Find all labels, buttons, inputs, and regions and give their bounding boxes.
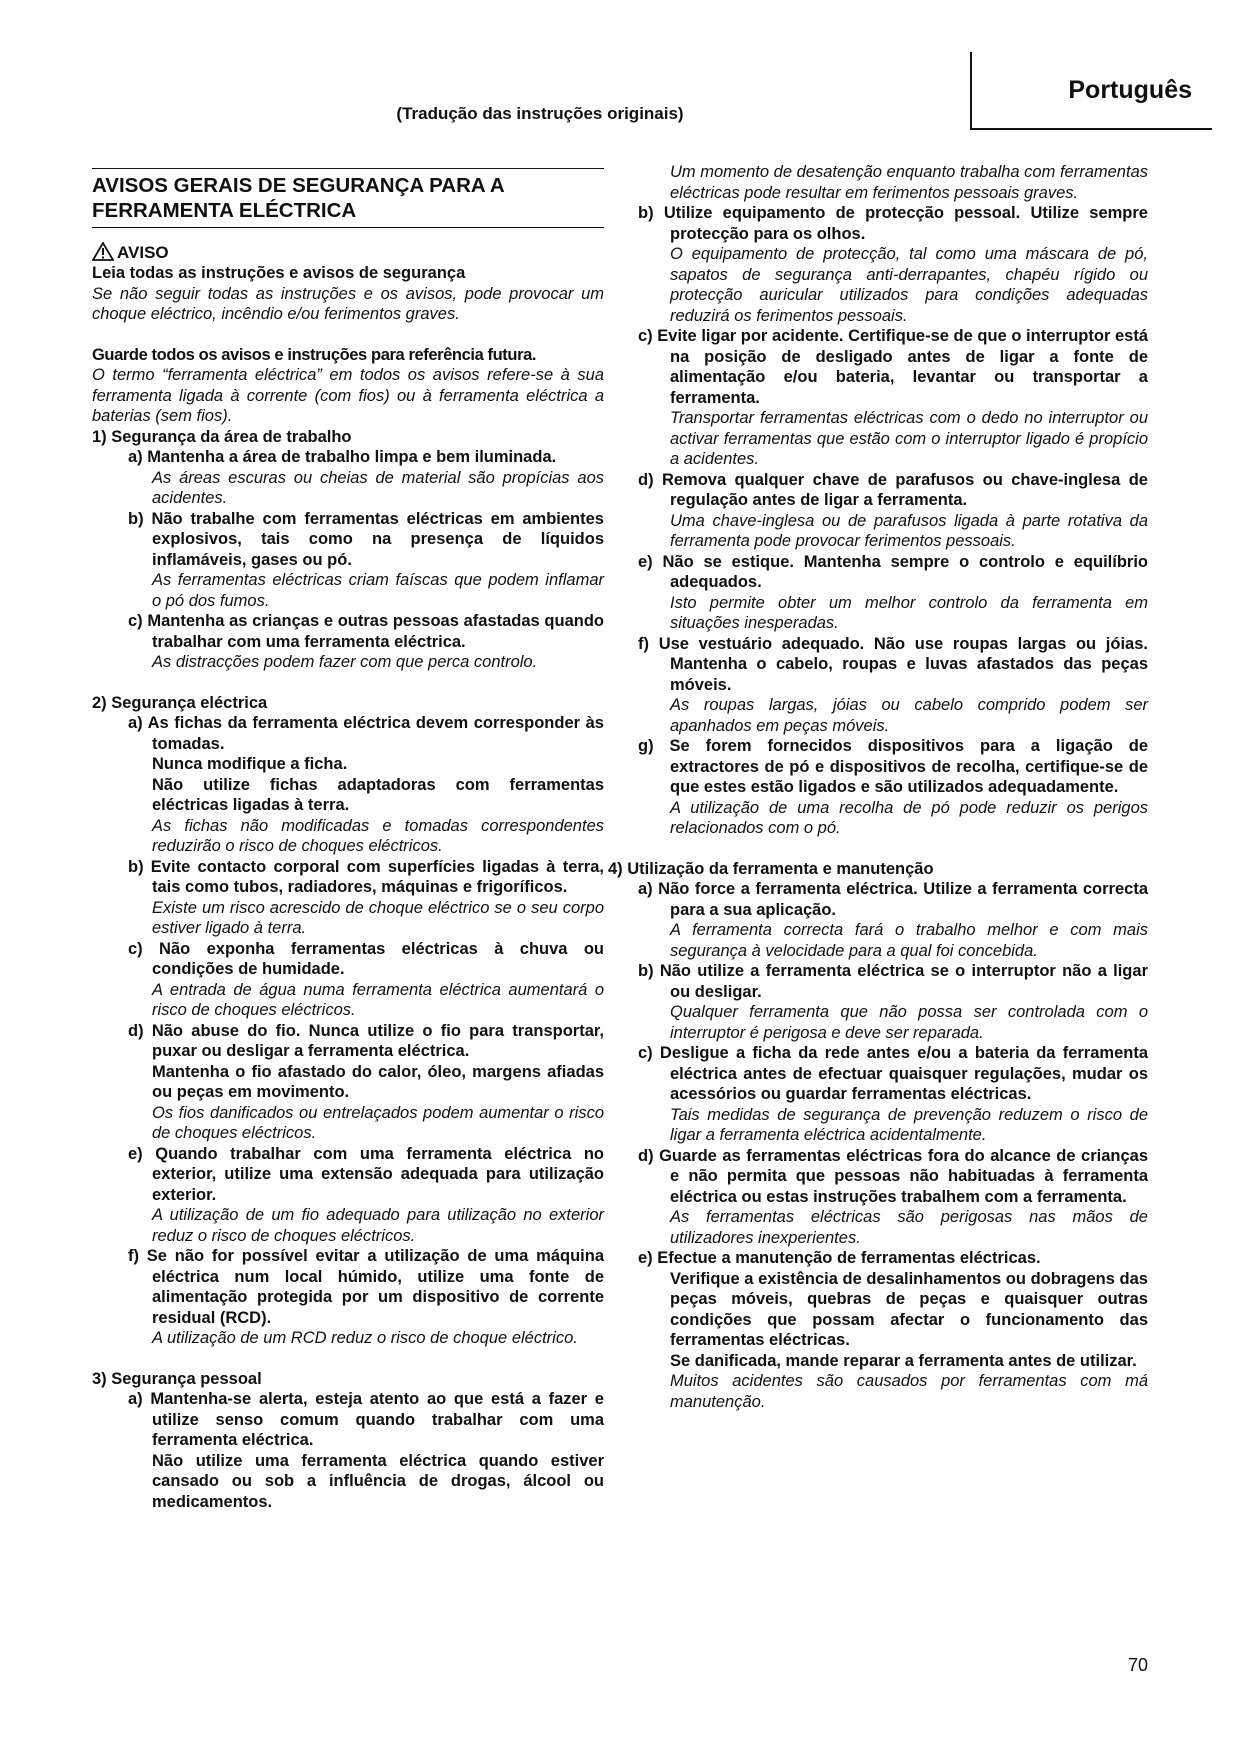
item-2a-description: As fichas não modificadas e tomadas correspondentes reduzirão o risco de choques eléctricos. xyxy=(152,816,604,855)
item-3e: e) Não se estique. Mantenha sempre o controlo e equilíbrio adequados. xyxy=(638,552,1148,591)
item-2b: b) Evite contacto corporal com superfícies ligadas à terra, tais como tubos, radiadores, máquinas e frigoríficos. xyxy=(128,857,604,896)
item-3a: a) Mantenha-se alerta, esteja atento ao que está a fazer e utilize senso comum quando trabalhar com uma ferramenta eléctrica. xyxy=(128,1390,604,1449)
item-2c-description: A entrada de água numa ferramenta eléctrica aumentará o risco de choques eléctricos. xyxy=(152,980,604,1019)
item-1b: b) Não trabalhe com ferramentas eléctricas em ambientes explosivos, tais como na presença de líquidos inflamáveis, gases ou pó. xyxy=(128,509,604,569)
left-column xyxy=(92,168,604,1512)
item-4e: e) Efectue a manutenção de ferramentas eléctricas. xyxy=(638,1249,1041,1267)
item-2a-line-2: Nunca modifique a ficha. xyxy=(152,755,348,773)
item-2a-line-3: Não utilize fichas adaptadoras com ferramentas eléctricas ligadas à terra. xyxy=(152,775,604,814)
item-3c-description: Transportar ferramentas eléctricas com o dedo no interruptor ou activar ferramentas que estão com o interruptor ligado é propício a acidentes. xyxy=(670,409,1148,468)
item-2d-description: Os fios danificados ou entrelaçados podem aumentar o risco de choques eléctricos. xyxy=(152,1103,604,1142)
item-2a: a) As fichas da ferramenta eléctrica devem corresponder às tomadas. xyxy=(128,714,604,753)
item-2e-description: A utilização de um fio adequado para utilização no exterior reduz o risco de choques eléctricos. xyxy=(152,1206,604,1245)
warning-heading xyxy=(92,242,604,263)
document-subtitle: (Tradução das instruções originais) xyxy=(396,104,684,123)
item-3b-description: O equipamento de protecção, tal como uma máscara de pó, sapatos de segurança anti-derrapantes, chapéu rígido ou protecção auricular utilizados para condições adequadas reduzirá os ferimentos pessoais. xyxy=(670,245,1148,325)
title-line-2: FERRAMENTA ELÉCTRICA xyxy=(92,199,357,222)
item-2e: e) Quando trabalhar com uma ferramenta eléctrica no exterior, utilize uma extensão adequada para utilização exterior. xyxy=(128,1144,604,1204)
keep-instructions-description: O termo “ferramenta eléctrica” em todos os avisos refere-se à sua ferramenta ligada à corrente (com fios) ou à ferramenta eléctrica a baterias (sem fios). xyxy=(92,366,604,425)
item-3a-line-2: Não utilize uma ferramenta eléctrica quando estiver cansado ou sob a influência de drogas, álcool ou medicamentos. xyxy=(152,1451,604,1511)
section-2-heading: 2) Segurança eléctrica xyxy=(92,693,268,712)
item-3c: c) Evite ligar por acidente. Certifique-se de que o interruptor está na posição de desligado antes de ligar a fonte de alimentação e/ou bateria, levantar ou transportar a ferramenta. xyxy=(638,327,1148,407)
item-2d: d) Não abuse do fio. Nunca utilize o fio para transportar, puxar ou desligar a ferramenta eléctrica. xyxy=(128,1021,604,1060)
item-4a-description: A ferramenta correcta fará o trabalho melhor e com mais segurança à velocidade para a qual foi concebida. xyxy=(670,921,1148,960)
item-4b-description: Qualquer ferramenta que não possa ser controlada com o interruptor é perigosa e deve ser reparada. xyxy=(670,1003,1148,1042)
language-label: Português xyxy=(1068,76,1192,104)
read-all-heading: Leia todas as instruções e avisos de segurança xyxy=(92,264,466,282)
item-3e-description: Isto permite obter um melhor controlo da ferramenta em situações inesperadas. xyxy=(670,593,1148,632)
item-3d-description: Uma chave-inglesa ou de parafusos ligada à parte rotativa da ferramenta pode provocar ferimentos pessoais. xyxy=(670,511,1148,550)
title-line-1: AVISOS GERAIS DE SEGURANÇA PARA A xyxy=(92,174,505,197)
item-1c-description: As distracções podem fazer com que perca controlo. xyxy=(152,653,538,671)
warning-label: AVISO xyxy=(117,243,169,262)
item-3f-description: As roupas largas, jóias ou cabelo comprido podem ser apanhados em peças móveis. xyxy=(670,696,1148,735)
item-4e-line-2: Verifique a existência de desalinhamentos ou dobragens das peças móveis, quebras de peças e quaisquer outras condições que possam afectar o funcionamento das ferramentas eléctricas. xyxy=(670,1269,1148,1349)
item-2b-description: Existe um risco acrescido de choque eléctrico se o seu corpo estiver ligado à terra. xyxy=(152,898,604,937)
item-3a-description: Um momento de desatenção enquanto trabalha com ferramentas eléctricas pode resultar em ferimentos pessoais graves. xyxy=(670,163,1148,202)
item-3d: d) Remova qualquer chave de parafusos ou chave-inglesa de regulação antes de ligar a ferramenta. xyxy=(638,470,1148,509)
item-4d-description: As ferramentas eléctricas são perigosas nas mãos de utilizadores inexperientes. xyxy=(670,1208,1148,1247)
item-4c-description: Tais medidas de segurança de prevenção reduzem o risco de ligar a ferramenta eléctrica acidentalmente. xyxy=(670,1105,1148,1144)
item-3b: b) Utilize equipamento de protecção pessoal. Utilize sempre protecção para os olhos. xyxy=(638,204,1148,243)
item-1c: c) Mantenha as crianças e outras pessoas afastadas quando trabalhar com uma ferramenta eléctrica. xyxy=(128,612,604,651)
section-title xyxy=(92,168,604,228)
section-3-heading: 3) Segurança pessoal xyxy=(92,1369,262,1388)
item-2c: c) Não exponha ferramentas eléctricas à chuva ou condições de humidade. xyxy=(128,939,604,978)
item-3g: g) Se forem fornecidos dispositivos para a ligação de extractores de pó e dispositivos de recolha, certifique-se de que estes estão ligados e são utilizados adequadamente. xyxy=(638,737,1148,796)
section-4-heading: 4) Utilização da ferramenta e manutenção xyxy=(608,859,934,878)
item-3f: f) Use vestuário adequado. Não use roupas largas ou jóias. Mantenha o cabelo, roupas e luvas afastados das peças móveis. xyxy=(638,634,1148,694)
item-2f-description: A utilização de um RCD reduz o risco de choque eléctrico. xyxy=(152,1329,578,1347)
item-4e-description: Muitos acidentes são causados por ferramentas com má manutenção. xyxy=(670,1372,1148,1411)
section-1-heading: 1) Segurança da área de trabalho xyxy=(92,427,352,446)
item-4a: a) Não force a ferramenta eléctrica. Utilize a ferramenta correcta para a sua aplicação. xyxy=(638,880,1148,919)
page-number: 70 xyxy=(1128,1655,1149,1675)
item-1b-description: As ferramentas eléctricas criam faíscas que podem inflamar o pó dos fumos. xyxy=(152,571,604,610)
item-4c: c) Desligue a ficha da rede antes e/ou a bateria da ferramenta eléctrica antes de efectuar quaisquer regulações, mudar os acessórios ou guardar ferramentas eléctricas. xyxy=(638,1044,1148,1103)
right-column xyxy=(608,162,1148,1412)
warning-triangle-icon xyxy=(92,242,114,261)
item-4b: b) Não utilize a ferramenta eléctrica se o interruptor não a ligar ou desligar. xyxy=(638,962,1148,1001)
item-2f: f) Se não for possível evitar a utilização de uma máquina eléctrica num local húmido, utilize uma fonte de alimentação protegida por um dispositivo de corrente residual (RCD). xyxy=(128,1247,604,1327)
item-4e-line-3: Se danificada, mande reparar a ferramenta antes de utilizar. xyxy=(670,1351,1137,1370)
item-4d: d) Guarde as ferramentas eléctricas fora do alcance de crianças e não permita que pessoas não habituadas à ferramenta eléctrica ou estas instruções trabalhem com a ferramenta. xyxy=(638,1146,1148,1206)
keep-instructions-heading: Guarde todos os avisos e instruções para referência futura. xyxy=(92,345,537,364)
item-1a: a) Mantenha a área de trabalho limpa e bem iluminada. xyxy=(128,448,557,466)
item-3g-description: A utilização de uma recolha de pó pode reduzir os perigos relacionados com o pó. xyxy=(670,798,1148,837)
read-all-description: Se não seguir todas as instruções e os avisos, pode provocar um choque eléctrico, incêndio e/ou ferimentos graves. xyxy=(92,284,604,323)
item-1a-description: As áreas escuras ou cheias de material são propícias aos acidentes. xyxy=(152,468,604,507)
item-2d-line-2: Mantenha o fio afastado do calor, óleo, margens afiadas ou peças em movimento. xyxy=(152,1062,604,1101)
